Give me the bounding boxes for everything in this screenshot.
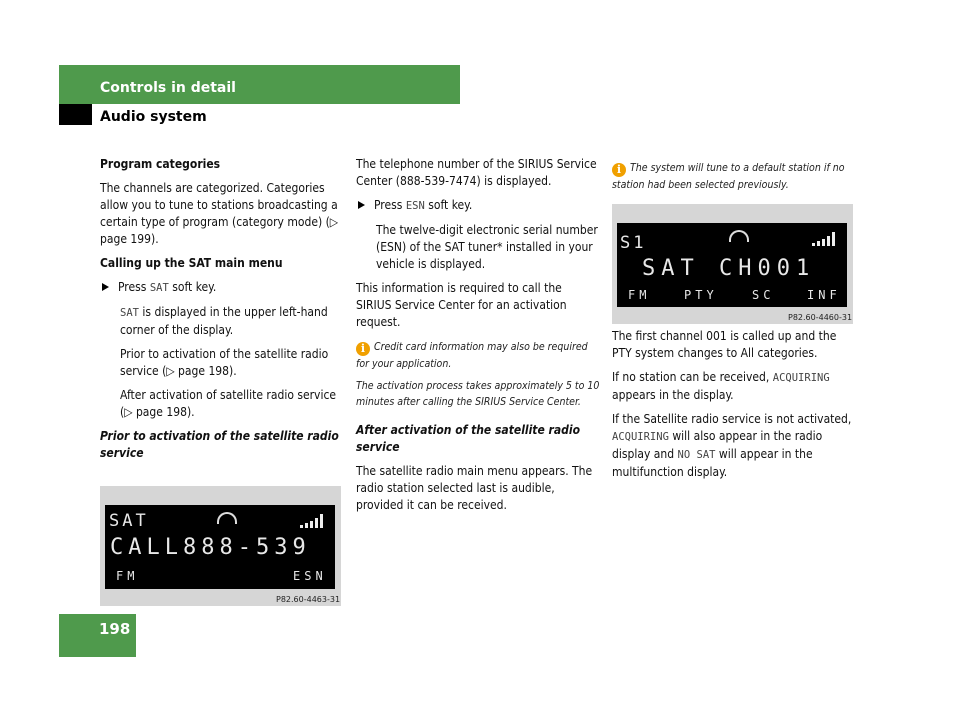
column-2: [356, 156, 600, 514]
paragraph-main-menu: The satellite radio main menu appears. The radio station selected last is audible, provided it can be received.: [356, 464, 593, 512]
display-main-text: CALL888-539: [110, 535, 311, 560]
paragraph-not-activated: If the Satellite radio service is not activated, ACQUIRING will also appear in the radio display and NO SAT will appear in the multifunction display.: [612, 412, 852, 479]
softkey-fm[interactable]: FM: [628, 288, 651, 302]
softkey-esn[interactable]: ESN: [293, 569, 327, 583]
note-credit-card: i Credit card information may also be required for your application.: [356, 341, 588, 370]
info-icon: i: [612, 163, 626, 177]
figure-caption: P82.60-4460-31: [788, 313, 853, 322]
paragraph-phone-number: The telephone number of the SIRIUS Service Center (888-539-7474) is displayed.: [356, 157, 597, 188]
step-press-sat: Press SAT soft key.: [100, 279, 342, 297]
display-top-left: S1: [620, 233, 647, 253]
esn-text: The twelve-digit electronic serial number (ESN) of the SAT tuner* installed in your vehicle is displayed.: [376, 223, 598, 271]
step-arrow-icon: [358, 201, 365, 209]
softkey-fm[interactable]: FM: [116, 569, 139, 583]
paragraph-no-station: If no station can be received, ACQUIRING appears in the display.: [612, 370, 830, 402]
display-main-text: SAT CH001: [642, 256, 816, 281]
section-title: Audio system: [100, 109, 207, 125]
heading-after-activation: After activation of the satellite radio service: [356, 423, 580, 454]
radio-display-esn: [100, 486, 341, 606]
display-top-left: SAT: [109, 511, 149, 531]
page-number: 198: [99, 620, 131, 638]
heading-sat-main-menu: Calling up the SAT main menu: [100, 256, 283, 270]
paragraph-first-channel: The first channel 001 is called up and the PTY system changes to All categories.: [612, 329, 837, 360]
chapter-title: Controls in detail: [100, 80, 236, 96]
note-default-station: i The system will tune to a default station if no station had been selected previously.: [612, 162, 845, 191]
radio-display-channel: [612, 204, 853, 324]
softkey-inf[interactable]: INF: [807, 288, 841, 302]
step-arrow-icon: [102, 283, 109, 291]
signal-strength-icon: [812, 232, 835, 246]
column-3-text: [612, 328, 854, 481]
section-marker: [59, 104, 92, 125]
sat-displayed-text: SAT is displayed in the upper left-hand corner of the display.: [120, 305, 328, 337]
softkey-pty[interactable]: PTY: [684, 288, 718, 302]
heading-program-categories: Program categories: [100, 157, 221, 171]
heading-prior-activation: Prior to activation of the satellite radio service: [100, 429, 339, 460]
prior-activation-text: Prior to activation of the satellite radio service (▷ page 198).: [120, 347, 329, 378]
step-press-esn: Press ESN soft key.: [356, 197, 600, 215]
column-3: [612, 160, 854, 193]
after-activation-text: After activation of satellite radio service (▷ page 198).: [120, 388, 337, 419]
paragraph-info-required: This information is required to call the SIRIUS Service Center for an activation request.: [356, 281, 567, 329]
info-icon: i: [356, 342, 370, 356]
sat-key: SAT: [149, 282, 169, 294]
note-activation-time: The activation process takes approximately 5 to 10 minutes after calling the SIRIUS Service Center.: [356, 380, 600, 408]
esn-key: ESN: [405, 200, 425, 212]
column-1: [100, 156, 342, 462]
figure-caption: P82.60-4463-31: [276, 595, 341, 604]
paragraph-categories: The channels are categorized. Categories allow you to tune to stations broadcasting a certain type of program (category mode) (▷ page 199).: [100, 181, 339, 246]
softkey-sc[interactable]: SC: [752, 288, 775, 302]
signal-strength-icon: [300, 514, 323, 528]
